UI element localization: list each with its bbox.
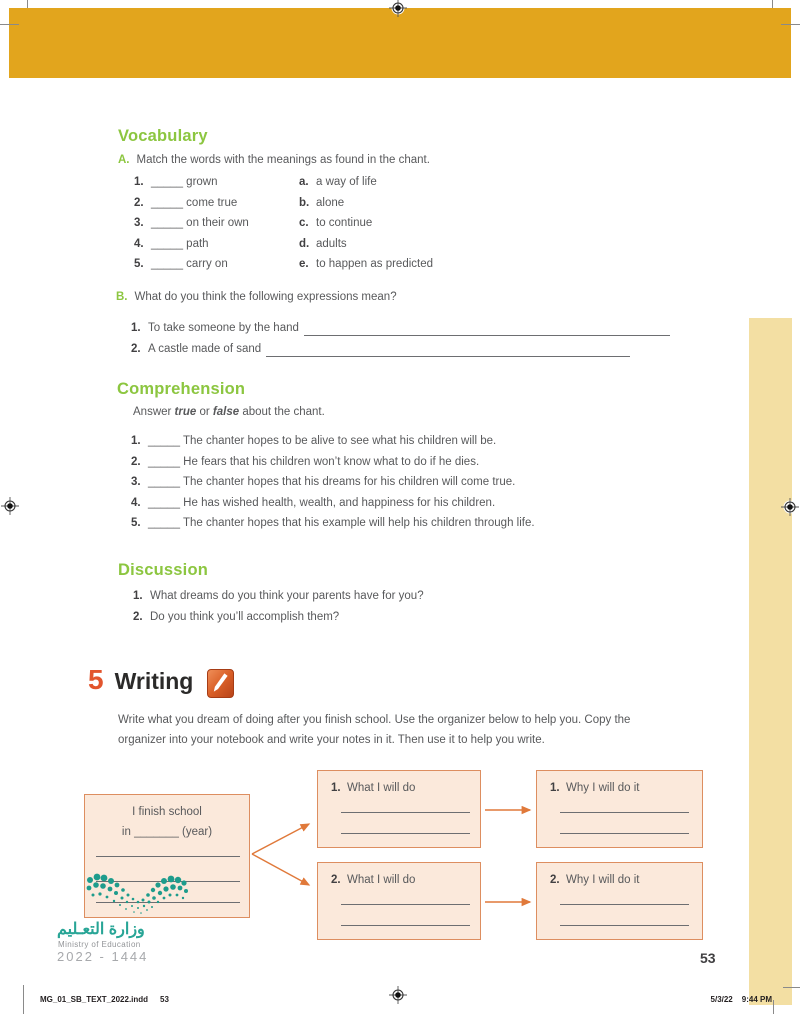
comprehension-instruction: Answer true or false about the chant. (133, 406, 325, 418)
list-item: 1. What dreams do you think your parents have for you? (133, 590, 424, 602)
page-number: 53 (700, 950, 716, 966)
start-box-line2: in _______ (year) (121, 826, 213, 838)
match-definitions-list (299, 172, 519, 275)
discussion-list (133, 586, 583, 627)
registration-mark-icon (781, 498, 799, 516)
list-item: 4. _____ path (134, 237, 209, 250)
list-item: a. a way of life (299, 176, 377, 188)
fill-in-line: 1. To take someone by the hand (131, 318, 670, 339)
list-item: 5. _____ carry on (134, 258, 228, 270)
list-item: 3. _____ on their own (134, 217, 249, 229)
print-footer-left (40, 995, 169, 1004)
organizer-arrows (245, 760, 545, 945)
list-item: 1. _____ grown (134, 176, 218, 188)
true-false-list (131, 431, 691, 534)
list-item: 2. _____ He fears that his children won’t know what to do if he dies. (131, 455, 480, 468)
list-item: e. to happen as predicted (299, 258, 434, 270)
comprehension-heading: Comprehension (117, 380, 246, 398)
writing-heading: Writing (114, 668, 194, 694)
start-box-line1: I finish school (132, 806, 202, 818)
section-number: 5 (88, 664, 104, 695)
pencil-icon (207, 669, 234, 698)
list-item: 2. Do you think you’ll accomplish them? (133, 610, 340, 623)
crop-mark (772, 0, 773, 8)
part-a-label: A. (118, 154, 130, 166)
crop-mark (783, 987, 800, 988)
ministry-logo-english: Ministry of Education (58, 940, 141, 949)
write-line (560, 925, 689, 926)
answer-line (266, 339, 630, 357)
vocabulary-heading: Vocabulary (118, 127, 208, 145)
print-time: 9:44 PM (741, 995, 772, 1004)
list-item: 3. _____ The chanter hopes that his dreams for his children will come true. (131, 476, 516, 488)
file-name: MG_01_SB_TEXT_2022.indd (40, 995, 149, 1004)
write-line (560, 812, 689, 813)
writing-section-header (88, 664, 234, 696)
print-date: 5/3/22 (710, 995, 733, 1004)
list-item: 4. _____ He has wished health, wealth, and happiness for his children. (131, 496, 496, 509)
ministry-logo-dots-icon (84, 872, 192, 918)
crop-mark (0, 24, 19, 25)
crop-mark (773, 1000, 774, 1014)
print-footer-right (711, 995, 772, 1004)
right-edge-band (749, 318, 792, 1005)
list-item: 5. _____ The chanter hopes that his example will help his children through life. (131, 517, 535, 529)
match-terms-list (134, 172, 299, 275)
answer-line (304, 318, 670, 336)
list-item: 2. _____ come true (134, 196, 238, 209)
crop-mark (23, 985, 24, 1014)
organizer-what-box-1: 1. What I will do (317, 770, 481, 848)
header-band (9, 8, 791, 78)
crop-mark (781, 24, 800, 25)
ministry-logo-arabic: وزارة التعـليم (57, 921, 145, 938)
footer-page-number: 53 (160, 995, 169, 1004)
ministry-logo-year: 2022 - 1444 (57, 949, 149, 964)
organizer-why-box-2: 2. Why I will do it (536, 862, 703, 940)
write-line (560, 904, 689, 905)
vocabulary-part-a-instruction: A. Match the words with the meanings as found in the chant. (118, 154, 430, 166)
fill-in-line: 2. A castle made of sand (131, 339, 630, 360)
list-item: d. adults (299, 237, 347, 250)
organizer-why-box-1: 1. Why I will do it (536, 770, 703, 848)
vocabulary-part-b-instruction: B. What do you think the following expressions mean? (116, 291, 397, 303)
registration-mark-icon (389, 986, 407, 1004)
list-item: b. alone (299, 196, 345, 209)
organizer-what-box-2: 2. What I will do (317, 862, 481, 940)
list-item: 1. _____ The chanter hopes to be alive to see what his children will be. (131, 435, 497, 447)
discussion-heading: Discussion (118, 561, 209, 579)
write-line (560, 833, 689, 834)
registration-mark-icon (1, 497, 19, 515)
writing-instructions: Write what you dream of doing after you finish school. Use the organizer below to help you. Copy the organizer into your notebook and write your notes in it. Then use it to help you write. (118, 714, 631, 746)
crop-mark (27, 0, 28, 8)
list-item: c. to continue (299, 217, 373, 229)
write-line (96, 856, 240, 857)
part-b-label: B. (116, 291, 128, 303)
registration-mark-icon (389, 0, 407, 17)
